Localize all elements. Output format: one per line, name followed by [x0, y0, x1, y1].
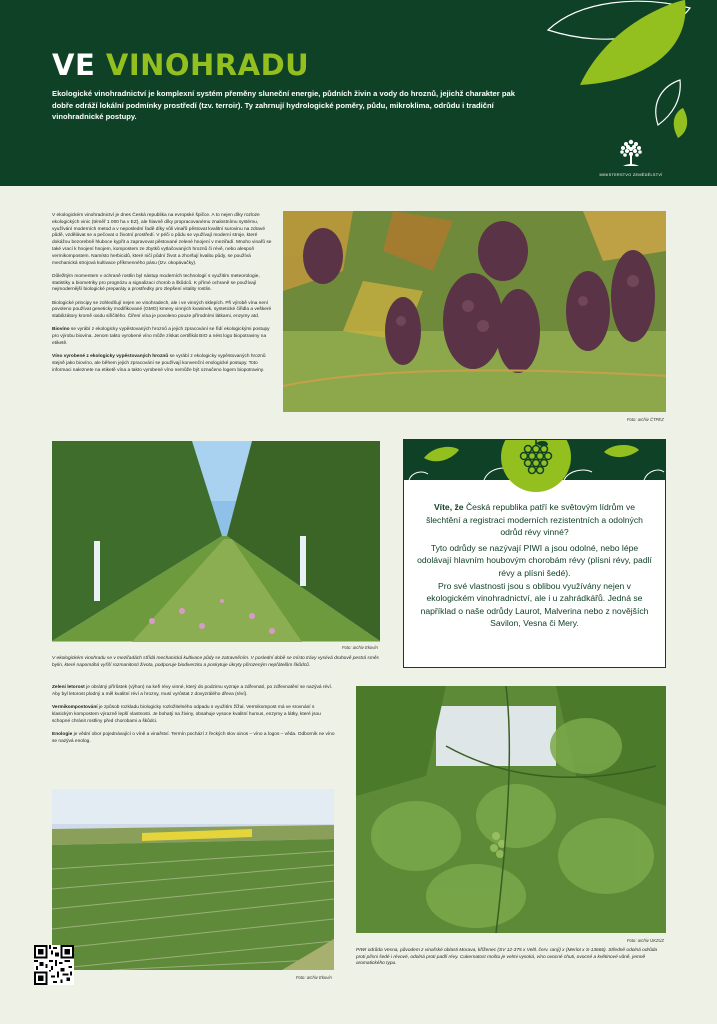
did-you-know-box — [403, 439, 666, 668]
paragraph: Zelení letorost je obrátný přírůstek (výhon) na keři révy vinné, který do podzimu vyzraje a zdřevnatí, po zdřevnatění se nazývá réví. Aby byl letorost plodný a měl kvalitní réví a hrozny, musí vyrůstat z dovyzrálého dřeva (réví). — [52, 685, 333, 697]
infobox-answer: Tyto odrůdy se nazývají PIWI a jsou odolné, nebo lépe odolávají hlavním houbovým chorobám révy (plísni révy, padlí révy a plísni šedé). — [417, 542, 652, 578]
photo-grapes — [283, 211, 666, 412]
photo-credit: Foto: archiv ČTPEZ — [627, 417, 664, 422]
photo-vineyard-landscape — [52, 789, 334, 970]
term-biovino: Biovíno — [52, 327, 70, 333]
infobox-text — [416, 501, 653, 630]
term-enologie: Enologie — [52, 731, 73, 737]
grape-icon — [518, 439, 554, 477]
grape-badge — [501, 439, 571, 492]
photo-caption: V ekologickém vinohradu se v meziřadách střídá mechanická kultivace půdy se zatravněním. V poslední době se místo trávy vysévá druhově pestrá směs bylin, které napomáhá vyšší rozmanitosti života, podporuje biodiverzitu a poskytuje úkryty přirozeným nepřátelům škůdců. — [52, 656, 379, 668]
paragraph: Biologické principy se zohledňují nejen ve vinohradech, ale i ve vinných sklepích. Při výrobě vína není povoleno používat geneticky modifikované (GMO) kmeny vinných kvasinek, syntetické čiřidla a veškeré stabilizátory kromě oxidu siřičitého. Čiření vína je povoleno pouze přírodními látkami, enzymy atd. — [52, 300, 272, 320]
leaf-decoration-icon — [540, 0, 717, 150]
photo-vineyard-row — [52, 441, 380, 642]
term-eko-vino: Víno vyrobené z ekologicky vypěstovaných hroznů — [52, 354, 169, 360]
photo-credit: Foto: archiv ÚKZÚZ — [627, 938, 664, 943]
infobox-answer: Pro své vlastnosti jsou s oblibou využívány nejen v ekologickém vinohradnictví, ale i u zahrádkářů. Jedná se například o naše odrůdy Laurot, Malverina nebo z novějších Savilon, Vesna či Mery. — [420, 580, 649, 629]
photo-credit: Foto: archiv Ekovín — [296, 975, 332, 980]
title-word-vinohradu: VINOHRADU — [105, 48, 310, 82]
paragraph: Důležitým momentem v ochraně rostlin byl nástup moderních technologií s využitím meteorologie, statistiky a biometriky pro prognózu a signalizaci chorob a škůdců. K přímé ochraně se používají nejmodernější biologické preparáty a prostředky pro zlepšení vitality rostlin. — [52, 273, 260, 293]
ministry-logo — [596, 137, 666, 177]
paragraph: Enologie je vědní obor pojednávající o víně a vinařství. Termín pochází z řeckých slov oinos – víno a logos – věda. Odborník ne víno se nazývá enolog. — [52, 731, 335, 744]
page-title — [52, 48, 309, 82]
photo-credit: Foto: archiv Ekovín — [342, 645, 378, 650]
header-banner — [0, 0, 717, 186]
term-letorost: Zelení letorost — [52, 685, 85, 690]
paragraph: Víno vyrobené z ekologicky vypěstovaných hroznů se vyrábí z ekologicky vypěstovaných hroznů stejně jako biovíno, ale během jejich zpracování se používají konvenční enologické postupy. Toto informaci naleznete na etiketě vína a takto vyrobené víno nemůže být označeno logem biopotraviny. — [52, 354, 266, 373]
title-word-ve: VE — [52, 48, 96, 82]
photo-caption: PIWI odrůda Vesna, původem z vinařské oblasti Morava, kříženec (SV 12-375 x Veltl. červ. raný) x (Merlot x S-13666). Středně odolná odrůda proti plísni šedé i révové, odolná proti padlí révy. Cukernatost moštu je velmi vysoká, víno ovocné chuti, ovocné a květinové vůně, jemně aromatického typu. — [356, 948, 658, 967]
paragraph: Biovíno se vyrábí z ekologicky vypěstovaných hroznů a jejich zpracování se řídí ekologickými postupy pro výrobu biovína. Jenom takto vyrobené víno může získat certifikát BIO a nést logo biopotraviny na etiketě. — [52, 327, 270, 346]
paragraph: V ekologickém vinohradnictví je dnes Česká republika na evropské špičce. A to nejen díky rozloze ekologických vinic (téměř 1 000 ha v EZ), ale hlavně díky propracovanému znalostnímu systému, využívání moderních metod a v neposlední řadě díky vůli vinařů pěstovat kvalitní surovinu na zdravé půdě, vzdělávat se a pečovat o životní prostředí. V péči o půdu se využívají moderní stroje, které dokážou bezorebně hluboce kypřit a zapravovat pěstované zelené hnojení v meziřadí. Mnoho vinařů se také vrací k hnojení hnojem, kompostem ze zbytků vytlačovaných hroznů či révě, nebo alespoň vermikompostem. Namísto herbicidů, které ničí půdní život a zhoršují kvalitu půdy, se používá mechanická strojová kultivace příkmenného pásu (tzv. okopávačky). — [52, 213, 272, 266]
paragraph: Vermikompostování je způsob rozkladu biologicky rozložitelného odpadu s využitím žížal. Vermikompost má ve srovnání s klasickým kompostem výrazně lepší vlastnosti. Je bohatý na živiny, obsahuje vysoce kvalitní humus, enzymy a látky, které jsou schopné chránit rostliny před chorobami a škůdci. — [52, 704, 321, 724]
qr-code[interactable] — [34, 945, 74, 985]
ministry-label: MINISTERSTVO ZEMĚDĚLSTVÍ — [599, 173, 663, 177]
main-text-column — [52, 213, 272, 381]
infobox-question: Víte, že Česká republika patří ke světovým lídrům ve šlechtění a registraci moderních rezistentních a odolných odrůd révy vinné? — [426, 502, 643, 538]
intro-text: Ekologické vinohradnictví je komplexní systém přeměny sluneční energie, půdních živin a vody do hroznů, jejichž charakter pak dobře odráží lokální podmínky prostředí (tzv. terroir). Ty zahrnují hydrologické poměry, půdu, mikroklima, odrůdu i tradiční vinohradnické postupy. — [52, 89, 515, 122]
photo-vine-foliage — [356, 686, 666, 933]
tree-icon — [618, 137, 644, 167]
term-vermikompostovani: Vermikompostování — [52, 704, 98, 710]
definitions-column — [52, 685, 336, 752]
